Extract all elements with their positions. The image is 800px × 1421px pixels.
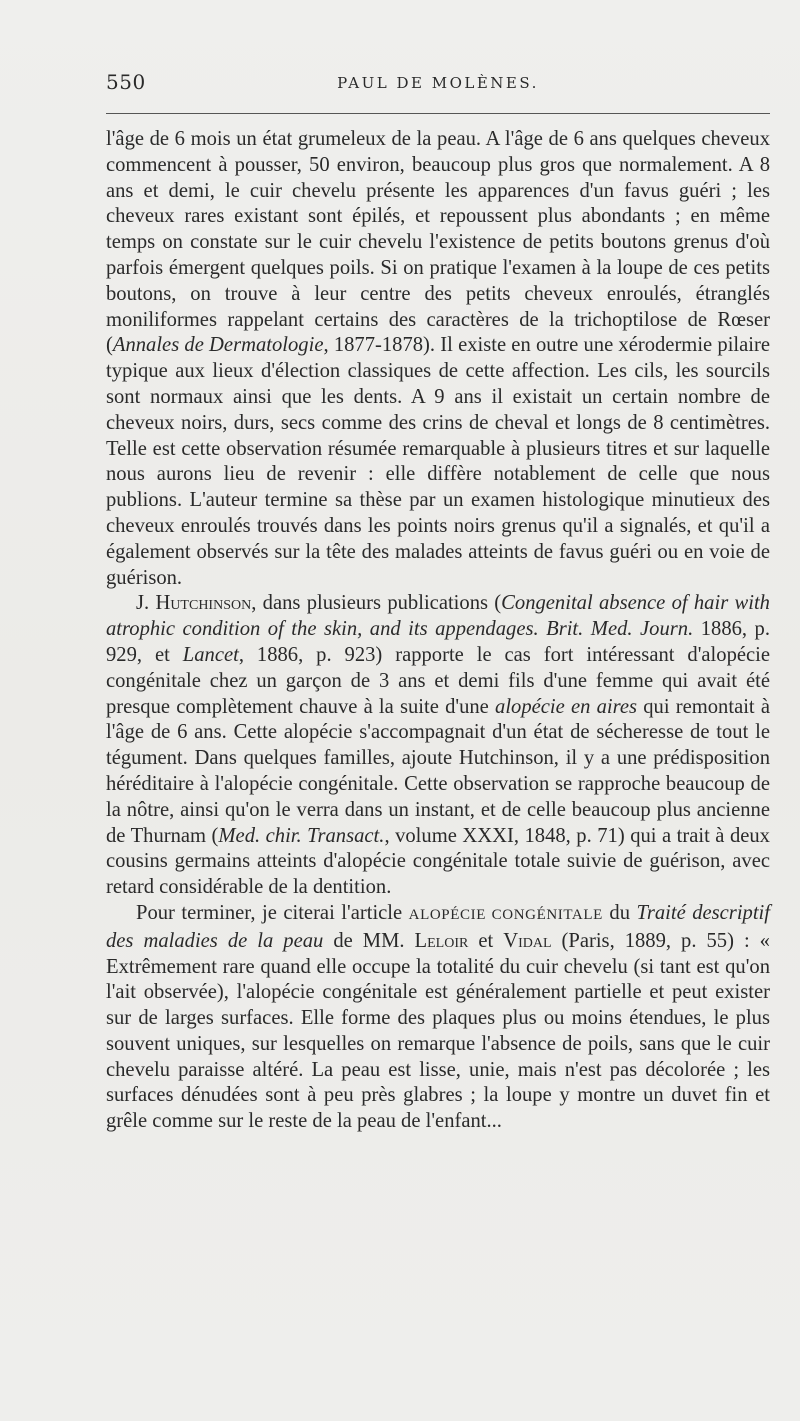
text-run: du [602,901,637,924]
small-caps-name: Vidal [503,929,552,952]
italic-text: Lancet [182,643,239,666]
italic-text: Annales de Dermatologie [112,334,324,357]
small-caps-name: Hutchinson [155,592,252,615]
text-run: , volume XXXI, 1848, p. 71) qui a trait à deux cousins germains atteints d'alopécie congénitale totale suivie de guérison, avec retard considérable de la dentition. [106,824,770,899]
paragraph [106,901,770,1135]
text-run: Pour terminer, je citerai l'article [136,901,409,924]
paragraph [106,591,770,901]
text-run: et [468,929,504,952]
paragraph [106,127,770,591]
body-text [106,127,770,1135]
running-head: PAUL DE MOLÈNES. [337,74,539,92]
text-run: qui remontait à l'âge de 6 ans. Cette alopécie s'accompagnait d'un état de sécheresse de tout le tégument. Dans quelques familles, ajoute Hutchinson, il y a une prédisposition héréditaire à l'alopécie congénitale. Cette observation se rapproche beaucoup de la nôtre, ainsi qu'on le verra dans un instant, et de celle beaucoup plus ancienne de Thurnam ( [106,695,770,847]
text-run: , dans plusieurs publications ( [251,592,502,615]
text-run: J. [136,592,156,615]
small-caps-title: ALOPÉCIE CONGÉNITALE [408,906,603,923]
italic-text: Med. chir. Transact. [218,824,385,847]
text-run: , 1886, p. 923) rapporte le cas fort intéressant d'alopécie congénitale chez un garçon de 3 ans et demi fils d'une femme qui avait été presque complètement chauve à la suite d'une [106,643,771,718]
italic-text: Traité descriptif des maladies de la peau [106,901,771,952]
text-run: l'âge de 6 mois un état grumeleux de la peau. A l'âge de 6 ans quelques cheveux commencent à pousser, 50 environ, beaucoup plus gros que normalement. A 8 ans et demi, le cuir chevelu présente les apparences d'un favus guéri ; les cheveux rares existant sont épilés, et repoussent plus abondants ; en même temps on constate sur le cuir chevelu l'existence de petits boutons grenus d'où parfois émergent quelques poils. Si on pratique l'examen à la loupe de ces petits boutons, on trouve à leur centre des petits cheveux enroulés, étranglés moniliformes rappelant certains des caractères de la trichoptilose de Rœser ( [106,128,770,357]
text-run: de MM. [323,929,415,952]
text-run: , 1877-1878). Il existe en outre une xérodermie pilaire typique aux lieux d'élection classiques de cette affection. Les cils, les sourcils sont normaux ainsi que les dents. A 9 ans il existait un certain nombre de cheveux noirs, durs, secs comme des crins de cheval et longs de 8 centimètres. Telle est cette observation résumée remarquable à plusieurs titres et sur laquelle nous aurons lieu de revenir : elle diffère notablement de celle que nous publions. L'auteur termine sa thèse par un examen histologique minutieux des cheveux enroulés trouvés dans les points noirs grenus qu'il a signalés, et qu'il a également observés sur la tête des malades atteints de favus guéri ou en voie de guérison. [106,334,770,589]
italic-text: alopécie en aires [495,695,638,718]
italic-text: Congenital absence of hair with atrophic condition of the skin, and its appendages. Brit. Med. Journ. [106,592,770,641]
page-number: 550 [106,70,146,94]
header-rule [106,113,770,114]
text-run: 1886, p. 929, et [106,618,770,666]
text-run: (Paris, 1889, p. 55) : « Extrêmement rare quand elle occupe la totalité du cuir chevelu (si tant est qu'on l'ait observée), l'alopécie congénitale est généralement partielle et peut exister sur de larges surfaces. Elle forme des plaques plus ou moins étendues, le plus souvent uniques, sur lesquelles on remarque l'absence de poils, sans que le cuir chevelu paraisse altéré. La peau est lisse, unie, mais n'est pas décolorée ; les surfaces dénudées sont à peu près glabres ; la loupe y montre un duvet fin et grêle comme sur le reste de la peau de l'enfant... [106,929,770,1133]
page-header [106,70,770,100]
small-caps-name: Leloir [414,929,469,952]
